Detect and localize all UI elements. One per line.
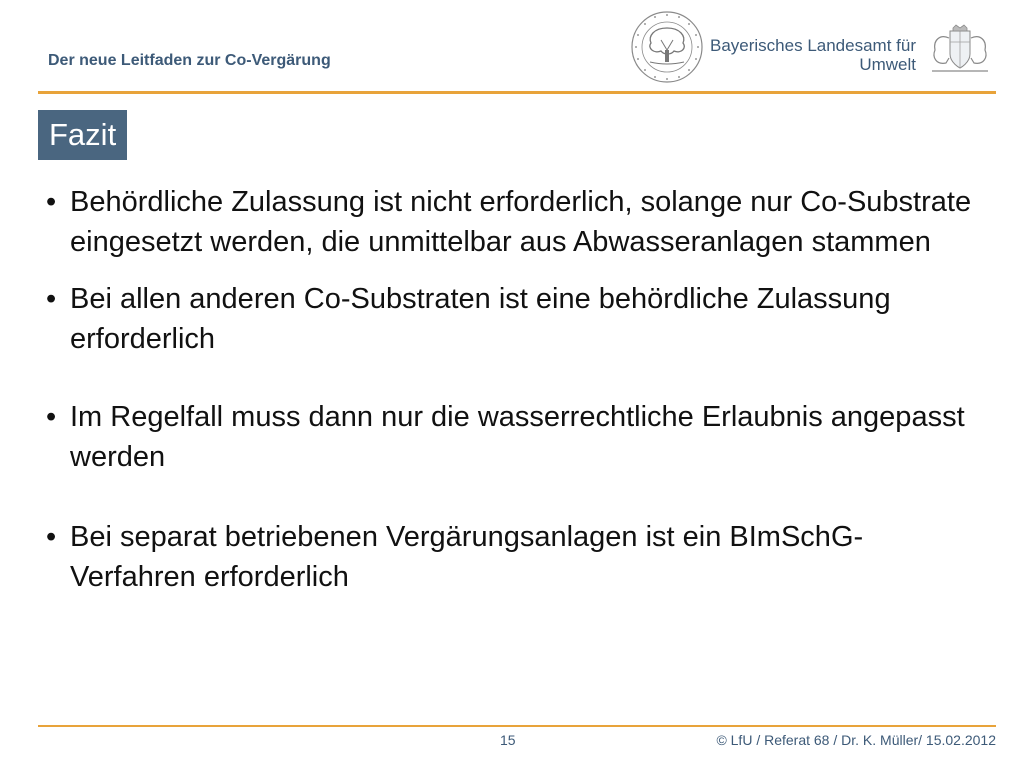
bullet-item: • Bei separat betriebenen Vergärungsanlagen ist ein BImSchG-Verfahren erforderlich [46, 517, 976, 597]
footer-divider [38, 725, 996, 727]
bullet-item: • Bei allen anderen Co-Substraten ist eine behördliche Zulassung erforderlich [46, 279, 976, 359]
section-heading: Fazit [38, 110, 127, 160]
bullet-item: • Im Regelfall muss dann nur die wasserrechtliche Erlaubnis angepasst werden [46, 397, 976, 477]
agency-name [710, 36, 916, 74]
header-divider [38, 91, 996, 94]
ministry-seal-icon [630, 10, 704, 84]
bullet-list [46, 182, 976, 597]
bullet-item: • Behördliche Zulassung ist nicht erforderlich, solange nur Co-Substrate eingesetzt werden, die unmittelbar aus Abwasseranlagen stammen [46, 182, 976, 262]
bavarian-coat-of-arms-icon [924, 24, 996, 74]
footer-credit: © LfU / Referat 68 / Dr. K. Müller/ 15.02.2012 [716, 732, 996, 748]
page-number: 15 [500, 732, 516, 748]
agency-name-line2: Umwelt [859, 55, 916, 74]
agency-name-line1: Bayerisches Landesamt für [710, 36, 916, 55]
presentation-title: Der neue Leitfaden zur Co-Vergärung [48, 52, 331, 69]
